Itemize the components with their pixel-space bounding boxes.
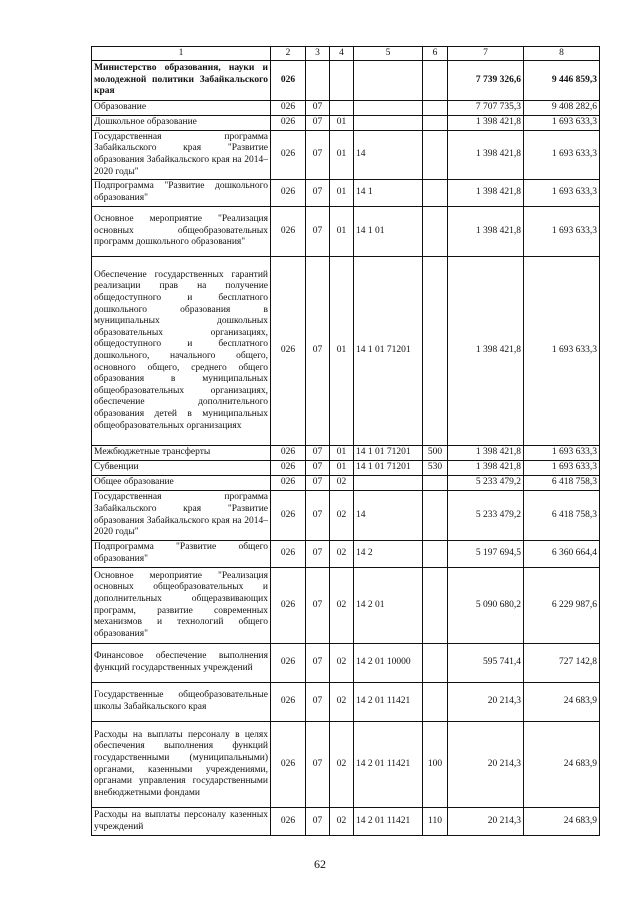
grbs-code: 026: [271, 61, 306, 101]
subsection-code: 01: [330, 116, 354, 131]
column-header: 6: [423, 47, 448, 61]
expense-type-code: [423, 180, 448, 207]
expense-type-code: [423, 207, 448, 257]
section-code: 07: [306, 461, 330, 476]
expense-type-code: [423, 476, 448, 491]
target-article-code: 14: [354, 491, 423, 541]
table-row: [92, 180, 600, 207]
amount-year-1: 7 739 326,6: [448, 61, 524, 101]
table-row: [92, 476, 600, 491]
column-header: 4: [330, 47, 354, 61]
table-row: [92, 61, 600, 101]
amount-year-1: 5 197 694,5: [448, 541, 524, 568]
table-row: [92, 207, 600, 257]
expense-type-code: [423, 644, 448, 683]
table-row: [92, 568, 600, 644]
grbs-code: 026: [271, 446, 306, 461]
target-article-code: 14 1 01 71201: [354, 257, 423, 446]
row-name: Межбюджетные трансферты: [92, 446, 271, 461]
target-article-code: [354, 61, 423, 101]
row-name: Государственная программа Забайкальского края "Развитие образования Забайкальского края на 2014–2020 годы": [92, 491, 271, 541]
expense-type-code: [423, 541, 448, 568]
expense-type-code: 530: [423, 461, 448, 476]
expense-type-code: [423, 61, 448, 101]
amount-year-2: 1 693 633,3: [524, 131, 600, 180]
amount-year-2: 6 229 987,6: [524, 568, 600, 644]
header-row: [92, 47, 600, 61]
amount-year-1: 1 398 421,8: [448, 461, 524, 476]
subsection-code: [330, 101, 354, 116]
amount-year-1: 5 233 479,2: [448, 491, 524, 541]
row-name: Расходы на выплаты персоналу в целях обеспечения выполнения функций государственными (муниципальными) органами, казенными учреждениями, органами управления государственными внебюджетными фондами: [92, 722, 271, 808]
section-code: 07: [306, 541, 330, 568]
amount-year-1: 1 398 421,8: [448, 257, 524, 446]
section-code: 07: [306, 207, 330, 257]
expense-type-code: [423, 116, 448, 131]
amount-year-1: 5 233 479,2: [448, 476, 524, 491]
subsection-code: 01: [330, 180, 354, 207]
target-article-code: 14 1: [354, 180, 423, 207]
amount-year-1: 1 398 421,8: [448, 131, 524, 180]
amount-year-2: 24 683,9: [524, 808, 600, 836]
column-header: 7: [448, 47, 524, 61]
expense-type-code: 100: [423, 722, 448, 808]
budget-table: [91, 46, 600, 836]
row-name: Министерство образования, науки и молодежной политики Забайкальского края: [92, 61, 271, 101]
section-code: [306, 61, 330, 101]
expense-type-code: 500: [423, 446, 448, 461]
section-code: 07: [306, 101, 330, 116]
amount-year-1: 20 214,3: [448, 722, 524, 808]
subsection-code: 01: [330, 461, 354, 476]
row-name: Финансовое обеспечение выполнения функций государственных учреждений: [92, 644, 271, 683]
section-code: 07: [306, 568, 330, 644]
section-code: 07: [306, 808, 330, 836]
table-row: [92, 808, 600, 836]
target-article-code: [354, 116, 423, 131]
expense-type-code: [423, 131, 448, 180]
expense-type-code: [423, 257, 448, 446]
subsection-code: 02: [330, 808, 354, 836]
section-code: 07: [306, 180, 330, 207]
amount-year-2: 1 693 633,3: [524, 116, 600, 131]
grbs-code: 026: [271, 257, 306, 446]
target-article-code: 14 1 01 71201: [354, 461, 423, 476]
grbs-code: 026: [271, 808, 306, 836]
target-article-code: [354, 476, 423, 491]
target-article-code: 14 2 01 11421: [354, 683, 423, 722]
amount-year-2: 1 693 633,3: [524, 257, 600, 446]
expense-type-code: 110: [423, 808, 448, 836]
grbs-code: 026: [271, 722, 306, 808]
row-name: Образование: [92, 101, 271, 116]
target-article-code: 14 2 01: [354, 568, 423, 644]
target-article-code: 14 2 01 11421: [354, 808, 423, 836]
table-row: [92, 131, 600, 180]
subsection-code: 01: [330, 131, 354, 180]
amount-year-1: 1 398 421,8: [448, 446, 524, 461]
grbs-code: 026: [271, 568, 306, 644]
table-row: [92, 446, 600, 461]
table-row: [92, 722, 600, 808]
target-article-code: 14 2: [354, 541, 423, 568]
column-header: 8: [524, 47, 600, 61]
row-name: Государственная программа Забайкальского края "Развитие образования Забайкальского края на 2014–2020 годы": [92, 131, 271, 180]
grbs-code: 026: [271, 541, 306, 568]
amount-year-1: 20 214,3: [448, 683, 524, 722]
table-row: [92, 116, 600, 131]
table-row: [92, 257, 600, 446]
section-code: 07: [306, 722, 330, 808]
grbs-code: 026: [271, 207, 306, 257]
table-row: [92, 541, 600, 568]
subsection-code: 02: [330, 644, 354, 683]
grbs-code: 026: [271, 101, 306, 116]
target-article-code: 14 2 01 11421: [354, 722, 423, 808]
expense-type-code: [423, 491, 448, 541]
expense-type-code: [423, 683, 448, 722]
table-header: [92, 47, 600, 61]
grbs-code: 026: [271, 131, 306, 180]
table-row: [92, 101, 600, 116]
amount-year-2: 1 693 633,3: [524, 461, 600, 476]
target-article-code: 14 1 01: [354, 207, 423, 257]
section-code: 07: [306, 476, 330, 491]
expense-type-code: [423, 101, 448, 116]
row-name: Основное мероприятие "Реализация основных общеобразовательных и дополнительных общеразвивающих программ, развитие современных механизмов и технологий общего образования": [92, 568, 271, 644]
grbs-code: 026: [271, 644, 306, 683]
section-code: 07: [306, 683, 330, 722]
target-article-code: 14 2 01 10000: [354, 644, 423, 683]
subsection-code: 02: [330, 491, 354, 541]
section-code: 07: [306, 446, 330, 461]
column-header: 3: [306, 47, 330, 61]
row-name: Дошкольное образование: [92, 116, 271, 131]
grbs-code: 026: [271, 491, 306, 541]
column-header: 1: [92, 47, 271, 61]
subsection-code: 01: [330, 207, 354, 257]
target-article-code: [354, 101, 423, 116]
amount-year-2: 9 408 282,6: [524, 101, 600, 116]
row-name: Расходы на выплаты персоналу казенных учреждений: [92, 808, 271, 836]
section-code: 07: [306, 644, 330, 683]
table-row: [92, 683, 600, 722]
table-body: [92, 61, 600, 836]
subsection-code: [330, 61, 354, 101]
page-number: 62: [314, 857, 326, 871]
amount-year-2: 24 683,9: [524, 722, 600, 808]
row-name: Субвенции: [92, 461, 271, 476]
subsection-code: 02: [330, 568, 354, 644]
amount-year-1: 1 398 421,8: [448, 116, 524, 131]
row-name: Общее образование: [92, 476, 271, 491]
amount-year-2: 9 446 859,3: [524, 61, 600, 101]
subsection-code: 02: [330, 476, 354, 491]
target-article-code: 14 1 01 71201: [354, 446, 423, 461]
row-name: Основное мероприятие "Реализация основных общеобразовательных программ дошкольного образования": [92, 207, 271, 257]
amount-year-2: 1 693 633,3: [524, 207, 600, 257]
section-code: 07: [306, 116, 330, 131]
table-row: [92, 461, 600, 476]
table-row: [92, 644, 600, 683]
amount-year-2: 24 683,9: [524, 683, 600, 722]
amount-year-1: 20 214,3: [448, 808, 524, 836]
amount-year-1: 595 741,4: [448, 644, 524, 683]
grbs-code: 026: [271, 683, 306, 722]
subsection-code: 01: [330, 446, 354, 461]
row-name: Обеспечение государственных гарантий реализации прав на получение общедоступного и бесплатного дошкольного образования в муниципальных дошкольных образовательных организациях, общедоступного и бесплатного дошкольного, начального общего, основного общего, среднего общего образования в муниципальных общеобразовательных организациях, обеспечение дополнительного образования детей в муниципальных общеобразовательных организациях: [92, 257, 271, 446]
section-code: 07: [306, 257, 330, 446]
row-name: Государственные общеобразовательные школы Забайкальского края: [92, 683, 271, 722]
amount-year-1: 5 090 680,2: [448, 568, 524, 644]
amount-year-2: 6 360 664,4: [524, 541, 600, 568]
amount-year-1: 7 707 735,3: [448, 101, 524, 116]
subsection-code: 02: [330, 722, 354, 808]
section-code: 07: [306, 131, 330, 180]
amount-year-2: 1 693 633,3: [524, 180, 600, 207]
row-name: Подпрограмма "Развитие дошкольного образования": [92, 180, 271, 207]
subsection-code: 02: [330, 541, 354, 568]
amount-year-2: 6 418 758,3: [524, 476, 600, 491]
amount-year-2: 1 693 633,3: [524, 446, 600, 461]
table-row: [92, 491, 600, 541]
grbs-code: 026: [271, 476, 306, 491]
expense-type-code: [423, 568, 448, 644]
section-code: 07: [306, 491, 330, 541]
subsection-code: 02: [330, 683, 354, 722]
row-name: Подпрограмма "Развитие общего образования": [92, 541, 271, 568]
amount-year-1: 1 398 421,8: [448, 180, 524, 207]
grbs-code: 026: [271, 180, 306, 207]
column-header: 2: [271, 47, 306, 61]
subsection-code: 01: [330, 257, 354, 446]
grbs-code: 026: [271, 461, 306, 476]
amount-year-2: 727 142,8: [524, 644, 600, 683]
grbs-code: 026: [271, 116, 306, 131]
amount-year-2: 6 418 758,3: [524, 491, 600, 541]
target-article-code: 14: [354, 131, 423, 180]
amount-year-1: 1 398 421,8: [448, 207, 524, 257]
column-header: 5: [354, 47, 423, 61]
